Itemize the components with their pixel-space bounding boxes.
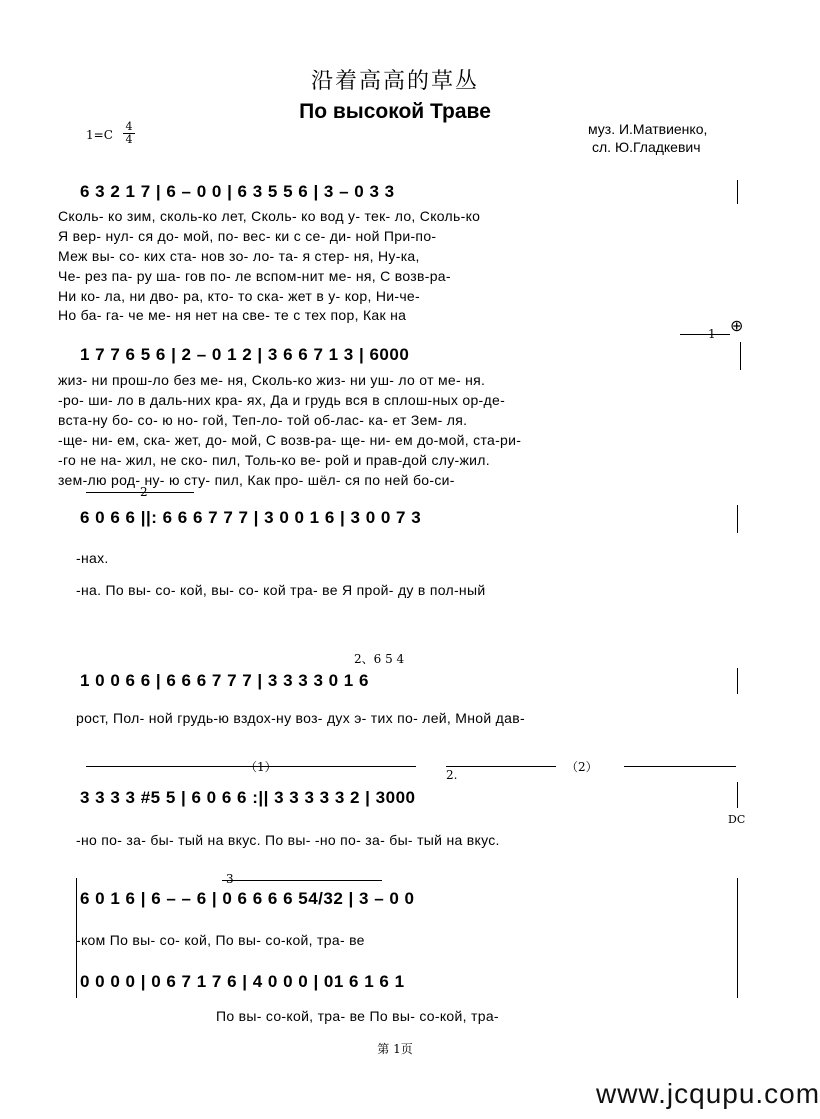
volta-line <box>680 334 730 335</box>
volta-2-number: 2. <box>446 768 458 782</box>
system1-notes: 6 3 2 1 7 | 6 – 0 0 | 6 3 5 5 6 | 3 – 0 3 3 <box>80 182 395 201</box>
system5-lyric: -но по- за- бы- тый на вкус. По вы- -но по- за- бы- тый на вкус. <box>76 832 500 848</box>
system6-lower-lyric: По вы- со-кой, тра- ве По вы- со-кой, тра- <box>216 1008 499 1024</box>
system2-notes: 1 7 7 6 5 6 | 2 – 0 1 2 | 3 6 6 7 1 3 | 6000 <box>80 345 410 364</box>
triplet-mark: 3 <box>226 872 234 886</box>
system1-lyric-6: Но ба- га- че ме- ня нет на све- те с тех пор, Как на <box>58 307 407 323</box>
title-chinese: 沿着高高的草丛 <box>310 69 479 94</box>
system2-lyric-1: жиз- ни прош-ло без ме- ня, Сколь-ко жиз- ни уш- ло от ме- ня. <box>58 372 486 388</box>
system1-lyric-1: Сколь- ко зим, сколь-ко лет, Сколь- ко вод у- тек- ло, Сколь-ко <box>58 208 481 224</box>
dc-marking: DC <box>728 813 746 826</box>
system1-lyric-4: Че- рез па- ру ша- гов по- ле вспом-нит ме- ня, С возв-ра- <box>58 268 451 284</box>
system6-upper-lyric: -ком По вы- со- кой, По вы- со-кой, тра- ве <box>76 932 365 948</box>
system6-upper-notes: 6 0 1 6 | 6 – – 6 | 0 6 6 6 6 54/32 | 3 – 0 0 <box>80 889 415 908</box>
chord-marks: 2、6 5 4 <box>354 652 405 666</box>
volta-1-label: 1 <box>708 327 716 341</box>
system1-lyric-5: Ни ко- ла, ни дво- ра, кто- то ска- жет в у- кор, Ни-че- <box>58 288 420 304</box>
system2-lyric-5: -го не на- жил, не ско- пил, Толь-ко ве- рой и прав-дой слу-жил. <box>58 452 490 468</box>
time-signature <box>123 121 135 146</box>
time-sig-top: 4 <box>125 120 133 133</box>
system1-lyric-2: Я вер- нул- ся до- мой, по- вес- ки с се- ди- ной При-по- <box>58 228 437 244</box>
site-watermark: www.jcqupu.com <box>596 1078 820 1109</box>
system4-notes: 1 0 0 6 6 | 6 6 6 7 7 7 | 3 3 3 3 0 1 6 <box>80 671 369 690</box>
system3-notes: 6 0 6 6 ||: 6 6 6 7 7 7 | 3 0 0 1 6 | 3 0 0 7 3 <box>80 508 422 527</box>
system2-lyric-2: -ро- ши- ло в даль-них кра- ях, Да и грудь вся в сплош-ных ор-де- <box>58 392 506 408</box>
volta-line <box>624 766 736 767</box>
page-number: 第 1页 <box>377 1042 413 1056</box>
volta-line <box>446 766 556 767</box>
volta-2-label: 2 <box>140 485 148 499</box>
system3-lyric-2: -на. По вы- со- кой, вы- со- кой тра- ве Я прой- ду в пол-ный <box>76 582 486 598</box>
system4-lyric: рост, Пол- ной грудь-ю вздох-ну воз- дух э- тих по- лей, Мной дав- <box>76 710 525 726</box>
coda-icon: ⊕ <box>730 318 744 335</box>
system3-lyric-1: -нах. <box>76 550 109 566</box>
system1-lyric-3: Меж вы- со- ких ста- нов зо- ло- та- я стер- ня, Ну-ка, <box>58 248 420 264</box>
triplet-bracket <box>222 880 382 881</box>
credit-lyrics: сл. Ю.Гладкевич <box>592 139 701 155</box>
system6-lower-notes: 0 0 0 0 | 0 6 7 1 7 6 | 4 0 0 0 | 01 6 1 6 1 <box>80 972 405 991</box>
system2-lyric-6: зем-лю род- ну- ю сту- пил, Как про- шёл- ся по ней бо-си- <box>58 472 455 488</box>
title-russian: По высокой Траве <box>299 100 491 123</box>
system5-notes: 3 3 3 3 #5 5 | 6 0 6 6 :|| 3 3 3 3 3 2 | 3000 <box>80 788 416 807</box>
time-sig-bottom: 4 <box>123 133 135 146</box>
key-signature: 1=C <box>86 128 113 142</box>
volta-1-mark: （1） <box>245 760 277 774</box>
credit-music: муз. И.Матвиенко, <box>588 121 708 137</box>
system2-lyric-4: -ще- ни- ем, ска- жет, до- мой, С возв-ра- ще- ни- ем до-мой, ста-ри- <box>58 432 522 448</box>
volta-2-mark: （2） <box>566 760 598 774</box>
system2-lyric-3: вста-ну бо- со- ю но- гой, Теп-ло- той об-лас- ка- ет Зем- ля. <box>58 412 468 428</box>
